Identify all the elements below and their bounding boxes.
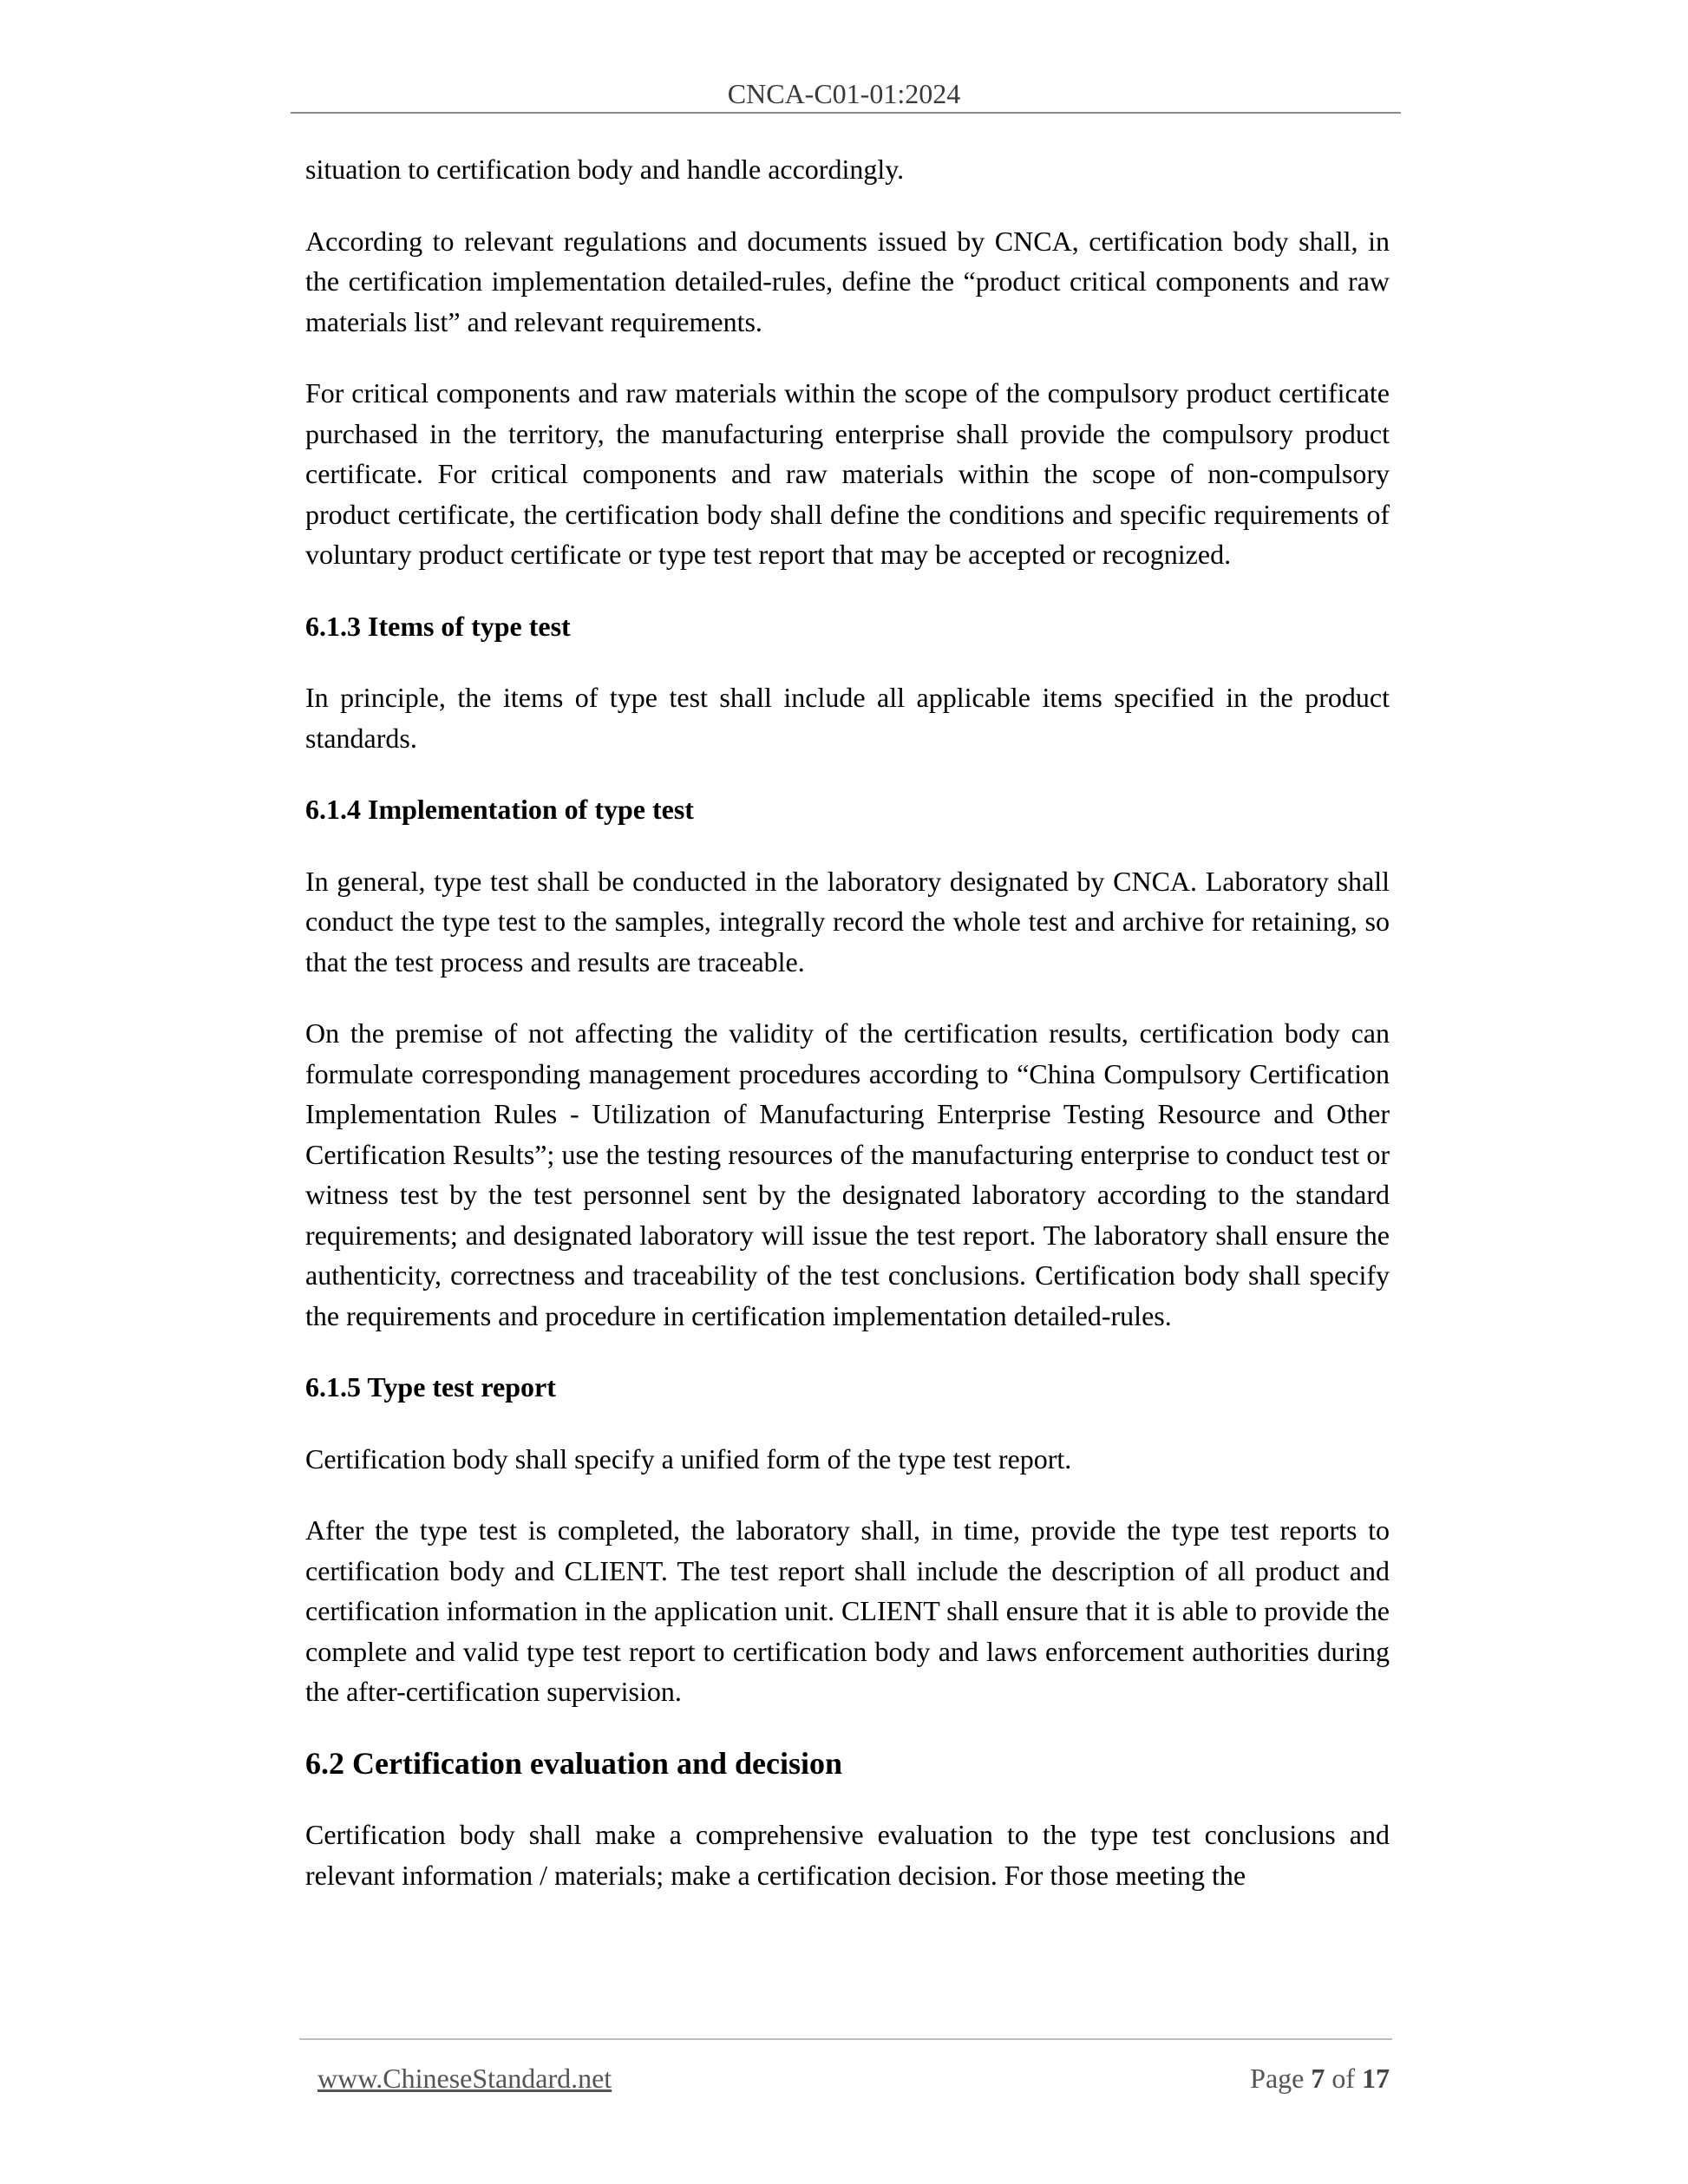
website-link[interactable]: www.ChineseStandard.net xyxy=(317,2063,612,2094)
page-label: Page xyxy=(1250,2063,1305,2094)
running-header: CNCA-C01-01:2024 xyxy=(727,78,961,109)
page-of-label: of xyxy=(1331,2063,1355,2094)
section-heading-6-1-4: 6.1.4 Implementation of type test xyxy=(305,794,694,825)
paragraph: According to relevant regulations and documents issued by CNCA, certification body shall, in the certification implementation detailed-rules, define the “product critical components and raw materials list” and relevant requirements. xyxy=(305,225,1390,337)
section-heading-6-2: 6.2 Certification evaluation and decision xyxy=(305,1745,842,1781)
paragraph: In principle, the items of type test shall include all applicable items specified in the product standards. xyxy=(305,682,1390,754)
paragraph: Certification body shall make a comprehensive evaluation to the type test conclusions and relevant information / materials; make a certification decision. For those meeting the xyxy=(305,1819,1390,1891)
section-heading-6-1-5: 6.1.5 Type test report xyxy=(305,1371,556,1403)
page-current: 7 xyxy=(1311,2063,1325,2094)
footer-divider xyxy=(299,2038,1392,2040)
paragraph: For critical components and raw materials within the scope of the compulsory product certificate purchased in the territory, the manufacturing enterprise shall provide the compulsory product certificate. For critical components and raw materials within the scope of non-compulsory product certificate, the certification body shall define the conditions and specific requirements of voluntary product certificate or type test report that may be accepted or recognized. xyxy=(305,377,1390,570)
paragraph: situation to certification body and handle accordingly. xyxy=(305,154,905,185)
header-divider xyxy=(291,112,1401,114)
paragraph: On the premise of not affecting the validity of the certification results, certification body can formulate corresponding management procedures according to “China Compulsory Certification Implementation Rules - Utilization of Manufacturing Enterprise Testing Resource and Other Certification Results”; use the testing resources of the manufacturing enterprise to conduct test or witness test by the test personnel sent by the designated laboratory according to the standard requirements; and designated laboratory will issue the test report. The laboratory shall ensure the authenticity, correctness and traceability of the test conclusions. Certification body shall specify the requirements and procedure in certification implementation detailed-rules. xyxy=(305,1017,1390,1331)
document-body xyxy=(305,149,1390,1926)
page-total: 17 xyxy=(1362,2063,1390,2094)
paragraph: After the type test is completed, the laboratory shall, in time, provide the type test reports to certification body and CLIENT. The test report shall include the description of all product and certification information in the application unit. CLIENT shall ensure that it is able to provide the complete and valid type test report to certification body and laws enforcement authorities during the after-certification supervision. xyxy=(305,1514,1390,1707)
page-indicator xyxy=(1250,2061,1390,2096)
paragraph: Certification body shall specify a unified form of the type test report. xyxy=(305,1442,1072,1475)
section-heading-6-1-3: 6.1.3 Items of type test xyxy=(305,610,571,642)
paragraph: In general, type test shall be conducted in the laboratory designated by CNCA. Laboratory shall conduct the type test to the samples, integrally record the whole test and archive for retaining, so that the test process and results are traceable. xyxy=(305,865,1390,978)
